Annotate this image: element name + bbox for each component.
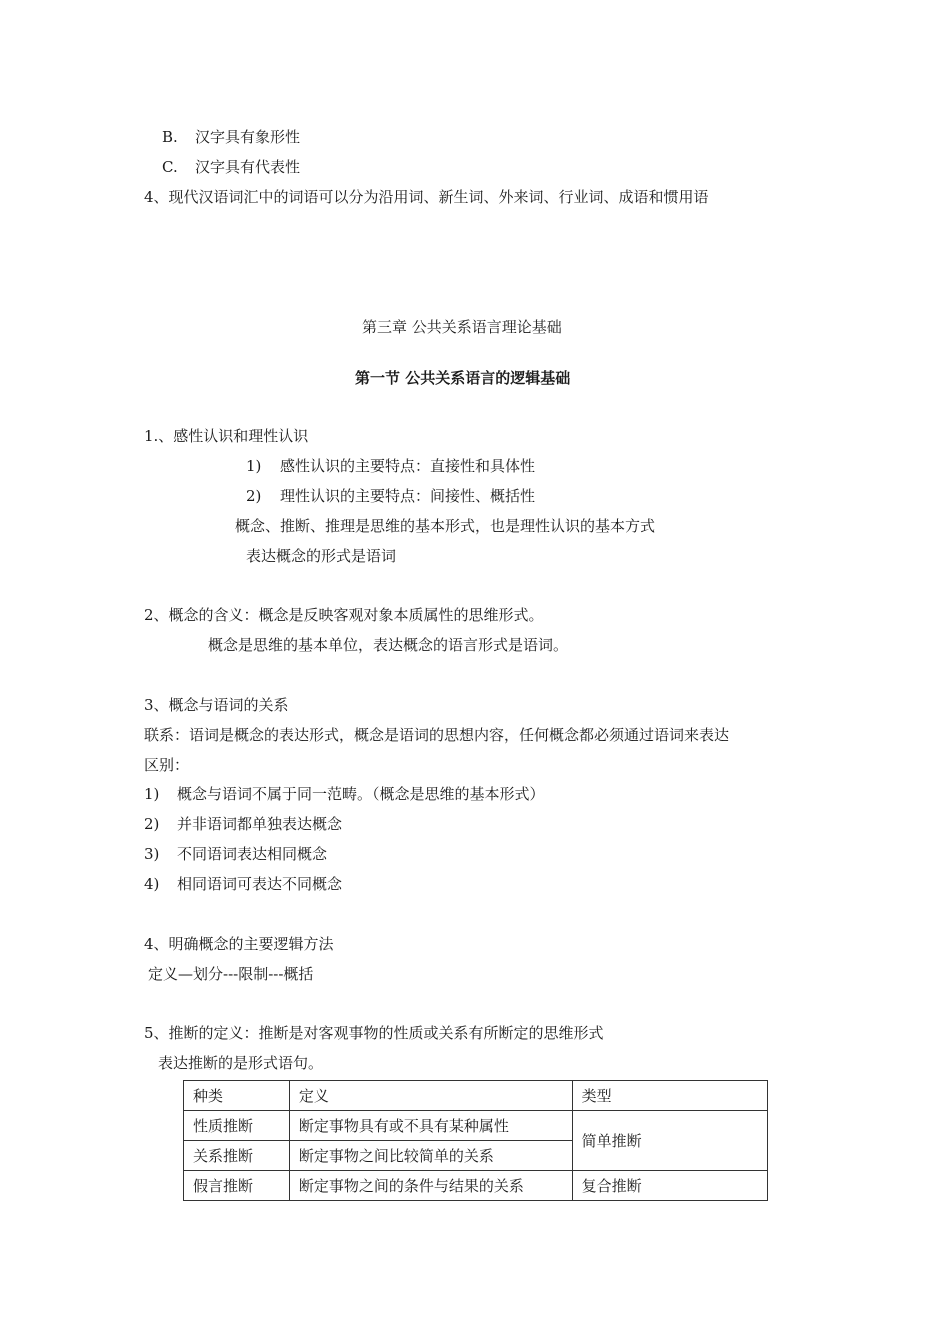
chapter-title: 第三章 公共关系语言理论基础 (362, 318, 562, 336)
s3-diff: 区别： (144, 756, 190, 774)
list-marker-b: B. (162, 128, 178, 146)
s3-item-text: 并非语词都单独表达概念 (177, 815, 343, 833)
s1-heading: 1.、感性认识和理性认识 (144, 427, 309, 445)
s1-line4: 表达概念的形式是语词 (246, 547, 397, 565)
judgment-table (183, 1080, 768, 1201)
table-cell: 性质推断 (184, 1111, 290, 1141)
table-row (184, 1111, 768, 1141)
table-cell: 关系推断 (184, 1141, 290, 1171)
list-item-4: 4、现代汉语词汇中的词语可以分为沿用词、新生词、外来词、行业词、成语和惯用语 (144, 188, 709, 206)
s1-p2-text: 理性认识的主要特点：间接性、概括性 (280, 487, 536, 505)
table-header-row (184, 1081, 768, 1111)
table-cell: 假言推断 (184, 1171, 290, 1201)
s3-link: 联系：语词是概念的表达形式，概念是语词的思想内容，任何概念都必须通过语词来表达 (144, 726, 730, 744)
section-title: 第一节 公共关系语言的逻辑基础 (355, 369, 571, 387)
s2-line2: 概念是思维的基本单位，表达概念的语言形式是语词。 (208, 636, 569, 654)
table-cell-merged: 简单推断 (572, 1111, 767, 1171)
s5-line2: 表达推断的是形式语句。 (158, 1054, 324, 1072)
list-item-b: 汉字具有象形性 (195, 128, 301, 146)
s3-item-num: 4) (144, 875, 160, 893)
s1-line3: 概念、推断、推理是思维的基本形式，也是理性认识的基本方式 (235, 517, 656, 535)
table-header-cell: 种类 (184, 1081, 290, 1111)
s3-heading: 3、概念与语词的关系 (144, 696, 289, 714)
s1-p1-text: 感性认识的主要特点：直接性和具体性 (280, 457, 536, 475)
s4-heading: 4、明确概念的主要逻辑方法 (144, 935, 334, 953)
table-cell: 复合推断 (572, 1171, 767, 1201)
s2-heading: 2、概念的含义：概念是反映客观对象本质属性的思维形式。 (144, 606, 544, 624)
s3-item-num: 2) (144, 815, 160, 833)
table-header-cell: 类型 (572, 1081, 767, 1111)
table-cell: 断定事物之间比较简单的关系 (289, 1141, 572, 1171)
table-cell: 断定事物之间的条件与结果的关系 (289, 1171, 572, 1201)
s3-item-num: 1) (144, 785, 160, 803)
s3-item-num: 3) (144, 845, 160, 863)
s1-p2-num: 2) (246, 487, 262, 505)
list-item-c: 汉字具有代表性 (195, 158, 301, 176)
table-header-cell: 定义 (289, 1081, 572, 1111)
s3-item-text: 概念与语词不属于同一范畴。（概念是思维的基本形式） (177, 785, 545, 803)
s3-item-text: 相同语词可表达不同概念 (177, 875, 343, 893)
s3-item-text: 不同语词表达相同概念 (177, 845, 328, 863)
s5-heading: 5、推断的定义：推断是对客观事物的性质或关系有所断定的思维形式 (144, 1024, 604, 1042)
s4-line2: 定义—划分---限制---概括 (148, 965, 314, 983)
table-cell: 断定事物具有或不具有某种属性 (289, 1111, 572, 1141)
s1-p1-num: 1) (246, 457, 262, 475)
table-row (184, 1171, 768, 1201)
list-marker-c: C. (162, 158, 178, 176)
